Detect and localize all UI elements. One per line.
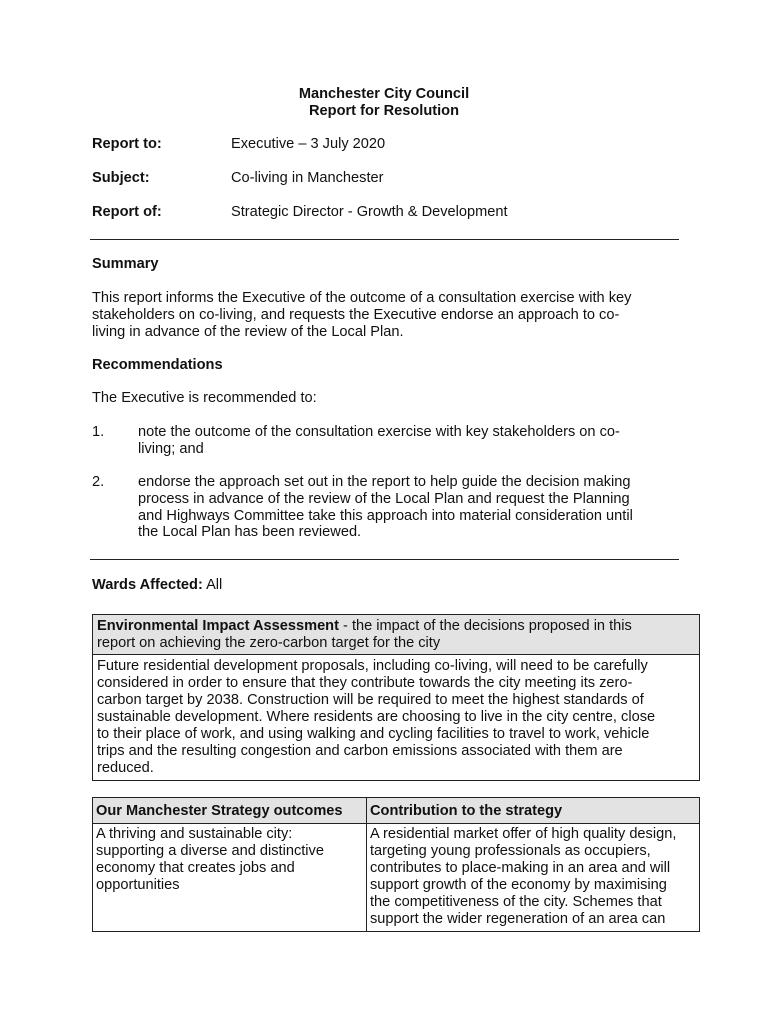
eia-title: Environmental Impact Assessment	[97, 618, 339, 634]
cell-line: support growth of the economy by maximising	[370, 876, 667, 893]
recommendation-line: process in advance of the review of the Local Plan and request the Planning	[138, 490, 630, 507]
cell-line: support the wider regeneration of an area can	[370, 910, 666, 927]
cell-line: contributes to place-making in an area and will	[370, 859, 671, 876]
summary-heading: Summary	[92, 256, 159, 272]
report-type-title: Report for Resolution	[309, 103, 459, 119]
eia-header-line: report on achieving the zero-carbon target for the city	[97, 635, 441, 651]
cell-line: A residential market offer of high quality design,	[370, 826, 677, 842]
recommendation-line: endorse the approach set out in the report to help guide the decision making	[138, 474, 631, 490]
eia-body-line: to their place of work, and using walking and cycling facilities to travel to work, vehicle	[97, 726, 650, 742]
strategy-table	[92, 797, 700, 932]
eia-header	[93, 615, 699, 655]
wards-label: Wards Affected:	[92, 577, 203, 593]
table-row	[93, 824, 700, 932]
council-title: Manchester City Council	[298, 86, 470, 102]
cell-line: the competitiveness of the city. Schemes that	[370, 893, 662, 910]
recommendation-number: 1.	[92, 424, 105, 440]
eia-title-rest: - the impact of the decisions proposed in this	[338, 618, 632, 634]
cell-line: economy that creates jobs and	[96, 859, 295, 876]
eia-body-line: carbon target by 2038. Construction will be required to meet the highest standards of	[97, 692, 644, 708]
eia-box	[92, 614, 700, 781]
cell-line: supporting a diverse and distinctive	[96, 842, 324, 859]
report-of-value: Strategic Director - Growth & Development	[231, 204, 508, 220]
divider-bottom	[90, 559, 679, 560]
eia-body-line: considered in order to ensure that they contribute towards the city meeting its zero-	[97, 675, 633, 691]
summary-text	[92, 290, 682, 340]
wards-affected	[92, 577, 682, 594]
report-to-value: Executive – 3 July 2020	[231, 136, 386, 152]
recommendations-intro: The Executive is recommended to:	[92, 390, 317, 406]
column-header-contribution: Contribution to the strategy	[367, 798, 700, 824]
table-cell-contribution	[367, 824, 700, 932]
summary-line: living in advance of the review of the Local Plan.	[92, 323, 404, 340]
divider-top	[90, 239, 679, 240]
cell-line: A thriving and sustainable city:	[96, 826, 293, 842]
recommendation-line: note the outcome of the consultation exercise with key stakeholders on co-	[138, 424, 620, 440]
eia-body-line: sustainable development. Where residents are choosing to live in the city centre, close	[97, 709, 656, 725]
recommendation-line: living; and	[138, 440, 204, 457]
eia-body-line: trips and the resulting congestion and carbon emissions associated with them are	[97, 743, 623, 759]
summary-line: This report informs the Executive of the outcome of a consultation exercise with key	[92, 290, 632, 306]
table-header-row	[93, 798, 700, 824]
eia-body-line: Future residential development proposals, including co-living, will need to be carefully	[97, 658, 648, 674]
eia-body-line: reduced.	[97, 760, 154, 776]
recommendations-heading: Recommendations	[92, 357, 223, 373]
eia-header-line	[97, 618, 695, 635]
cell-line: targeting young professionals as occupiers,	[370, 842, 651, 859]
recommendation-text	[138, 474, 678, 541]
report-to-label: Report to:	[92, 136, 162, 152]
table-cell-outcome	[93, 824, 367, 932]
recommendation-line: and Highways Committee take this approach into material consideration until	[138, 507, 633, 524]
cell-line: opportunities	[96, 876, 180, 893]
subject-label: Subject:	[92, 170, 150, 186]
column-header-outcomes: Our Manchester Strategy outcomes	[93, 798, 367, 824]
recommendation-number: 2.	[92, 474, 105, 490]
recommendation-line: the Local Plan has been reviewed.	[138, 524, 362, 541]
wards-value: All	[202, 577, 223, 593]
recommendation-text	[138, 424, 678, 458]
subject-value: Co-living in Manchester	[231, 170, 384, 186]
summary-line: stakeholders on co-living, and requests the Executive endorse an approach to co-	[92, 306, 620, 323]
eia-body	[93, 655, 699, 779]
report-of-label: Report of:	[92, 204, 162, 220]
